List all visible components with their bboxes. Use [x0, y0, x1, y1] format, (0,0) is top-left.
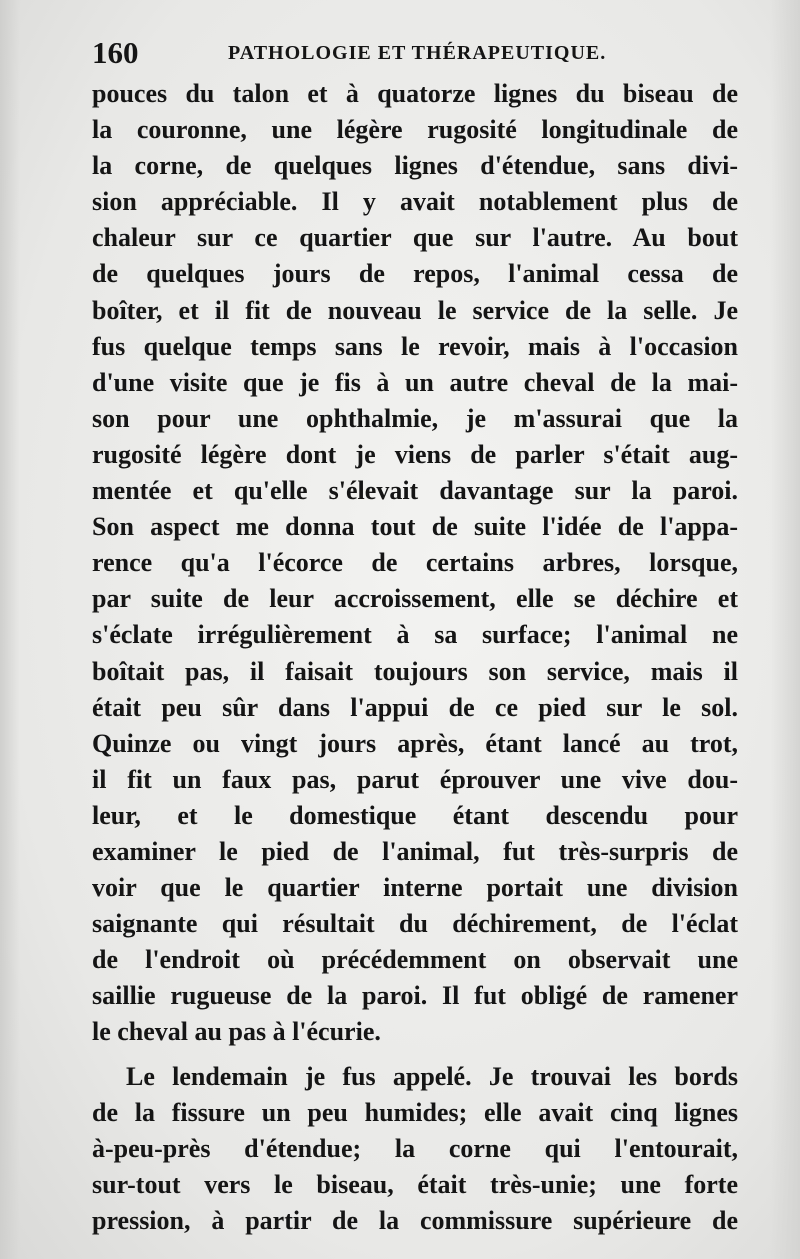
page-number: 160	[92, 35, 139, 70]
paragraph-2	[92, 1059, 738, 1239]
text-line: sion appréciable. Il y avait notablement plus de	[92, 187, 738, 217]
running-head	[92, 36, 740, 70]
running-title: PATHOLOGIE ET THÉRAPEUTIQUE.	[228, 42, 607, 64]
text-line: le cheval au pas à l'écurie.	[92, 1017, 381, 1047]
text-line: d'une visite que je fis à un autre cheval de la mai-	[92, 367, 738, 397]
text-line: Quinze ou vingt jours après, étant lancé au trot,	[92, 728, 738, 758]
text-line: saignante qui résultait du déchirement, de l'éclat	[92, 909, 738, 939]
text-line: examiner le pied de l'animal, fut très-surpris de	[92, 836, 738, 866]
text-line: Son aspect me donna tout de suite l'idée de l'appa-	[92, 512, 738, 542]
text-line: chaleur sur ce quartier que sur l'autre. Au bout	[92, 223, 738, 253]
text-line: voir que le quartier interne portait une division	[92, 873, 738, 903]
text-line: son pour une ophthalmie, je m'assurai que la	[92, 403, 738, 433]
text-line: pouces du talon et à quatorze lignes du biseau de	[92, 79, 738, 108]
text-line: la corne, de quelques lignes d'étendue, sans divi-	[92, 151, 738, 181]
text-line: saillie rugueuse de la paroi. Il fut obligé de ramener	[92, 981, 738, 1011]
paragraph-gap	[92, 1051, 738, 1059]
text-line: boîter, et il fit de nouveau le service de la selle. Je	[92, 295, 738, 325]
text-line: il fit un faux pas, parut éprouver une vive dou-	[92, 764, 738, 794]
text-line: boîtait pas, il faisait toujours son service, mais il	[92, 656, 738, 686]
text-line: sur-tout vers le biseau, était très-unie; une forte	[92, 1169, 738, 1199]
text-line: était peu sûr dans l'appui de ce pied sur le sol.	[92, 692, 738, 722]
text-line: par suite de leur accroissement, elle se déchire et	[92, 584, 738, 614]
page-edge-shadow-left	[0, 0, 20, 1259]
text-line: fus quelque temps sans le revoir, mais à l'occasion	[92, 331, 738, 361]
text-line: s'éclate irrégulièrement à sa surface; l'animal ne	[92, 620, 738, 650]
text-line: rugosité légère dont je viens de parler s'était aug-	[92, 439, 738, 469]
text-line: rence qu'a l'écorce de certains arbres, lorsque,	[92, 548, 738, 578]
text-line: Le lendemain je fus appelé. Je trouvai les bords	[126, 1061, 738, 1091]
paragraph-1	[92, 76, 738, 1051]
body-text	[92, 76, 738, 1239]
text-line: à-peu-près d'étendue; la corne qui l'entourait,	[92, 1133, 738, 1163]
text-line: la couronne, une légère rugosité longitudinale de	[92, 115, 738, 145]
page-edge-shadow-right	[770, 0, 800, 1259]
text-line: de quelques jours de repos, l'animal cessa de	[92, 259, 738, 289]
text-line: leur, et le domestique étant descendu pour	[92, 800, 738, 830]
text-line: de la fissure un peu humides; elle avait cinq lignes	[92, 1097, 738, 1127]
text-line: mentée et qu'elle s'élevait davantage sur la paroi.	[92, 476, 738, 506]
text-line: de l'endroit où précédemment on observait une	[92, 945, 738, 975]
text-line: pression, à partir de la commissure supérieure de	[92, 1205, 738, 1235]
